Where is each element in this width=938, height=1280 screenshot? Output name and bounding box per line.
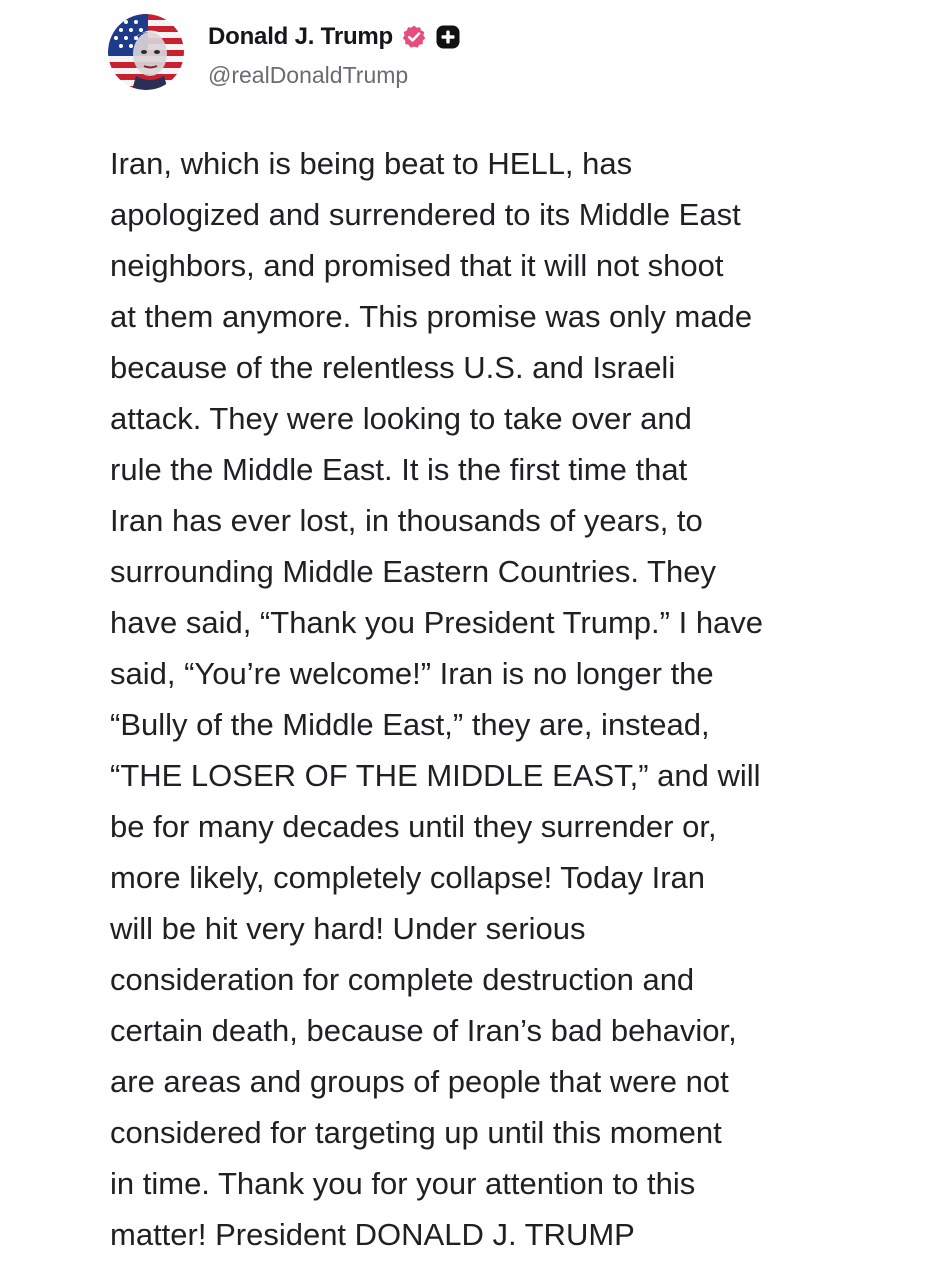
post-header <box>108 14 808 94</box>
name-row <box>208 20 461 54</box>
plus-badge-icon <box>435 24 461 50</box>
avatar[interactable] <box>108 14 184 90</box>
user-handle[interactable]: @realDonaldTrump <box>208 62 409 88</box>
post-text: Iran, which is being beat to HELL, has apologized and surrendered to its Middle East neighbors, and promised that it will not shoot at them anymore. This promise was only made because of the relentless U.S. and Israeli attack. They were looking to take over and rule the Middle East. It is the first time that Iran has ever lost, in thousands of years, to surrounding Middle Eastern Countries. They have said, “Thank you President Trump.” I have said, “You’re welcome!” Iran is no longer the “Bully of the Middle East,” they are, instead, “THE LOSER OF THE MIDDLE EAST,” and will be for many decades until they surrender or, more likely, completely collapse! Today Iran will be hit very hard! Under serious consideration for complete destruction and certain death, because of Iran’s bad behavior, are areas and groups of people that were not considered for targeting up until this moment in time. Thank you for your attention to this matter! President DONALD J. TRUMP <box>110 146 764 1252</box>
avatar-image <box>108 14 184 90</box>
verified-badge-icon <box>401 24 427 50</box>
display-name[interactable]: Donald J. Trump <box>208 23 394 50</box>
